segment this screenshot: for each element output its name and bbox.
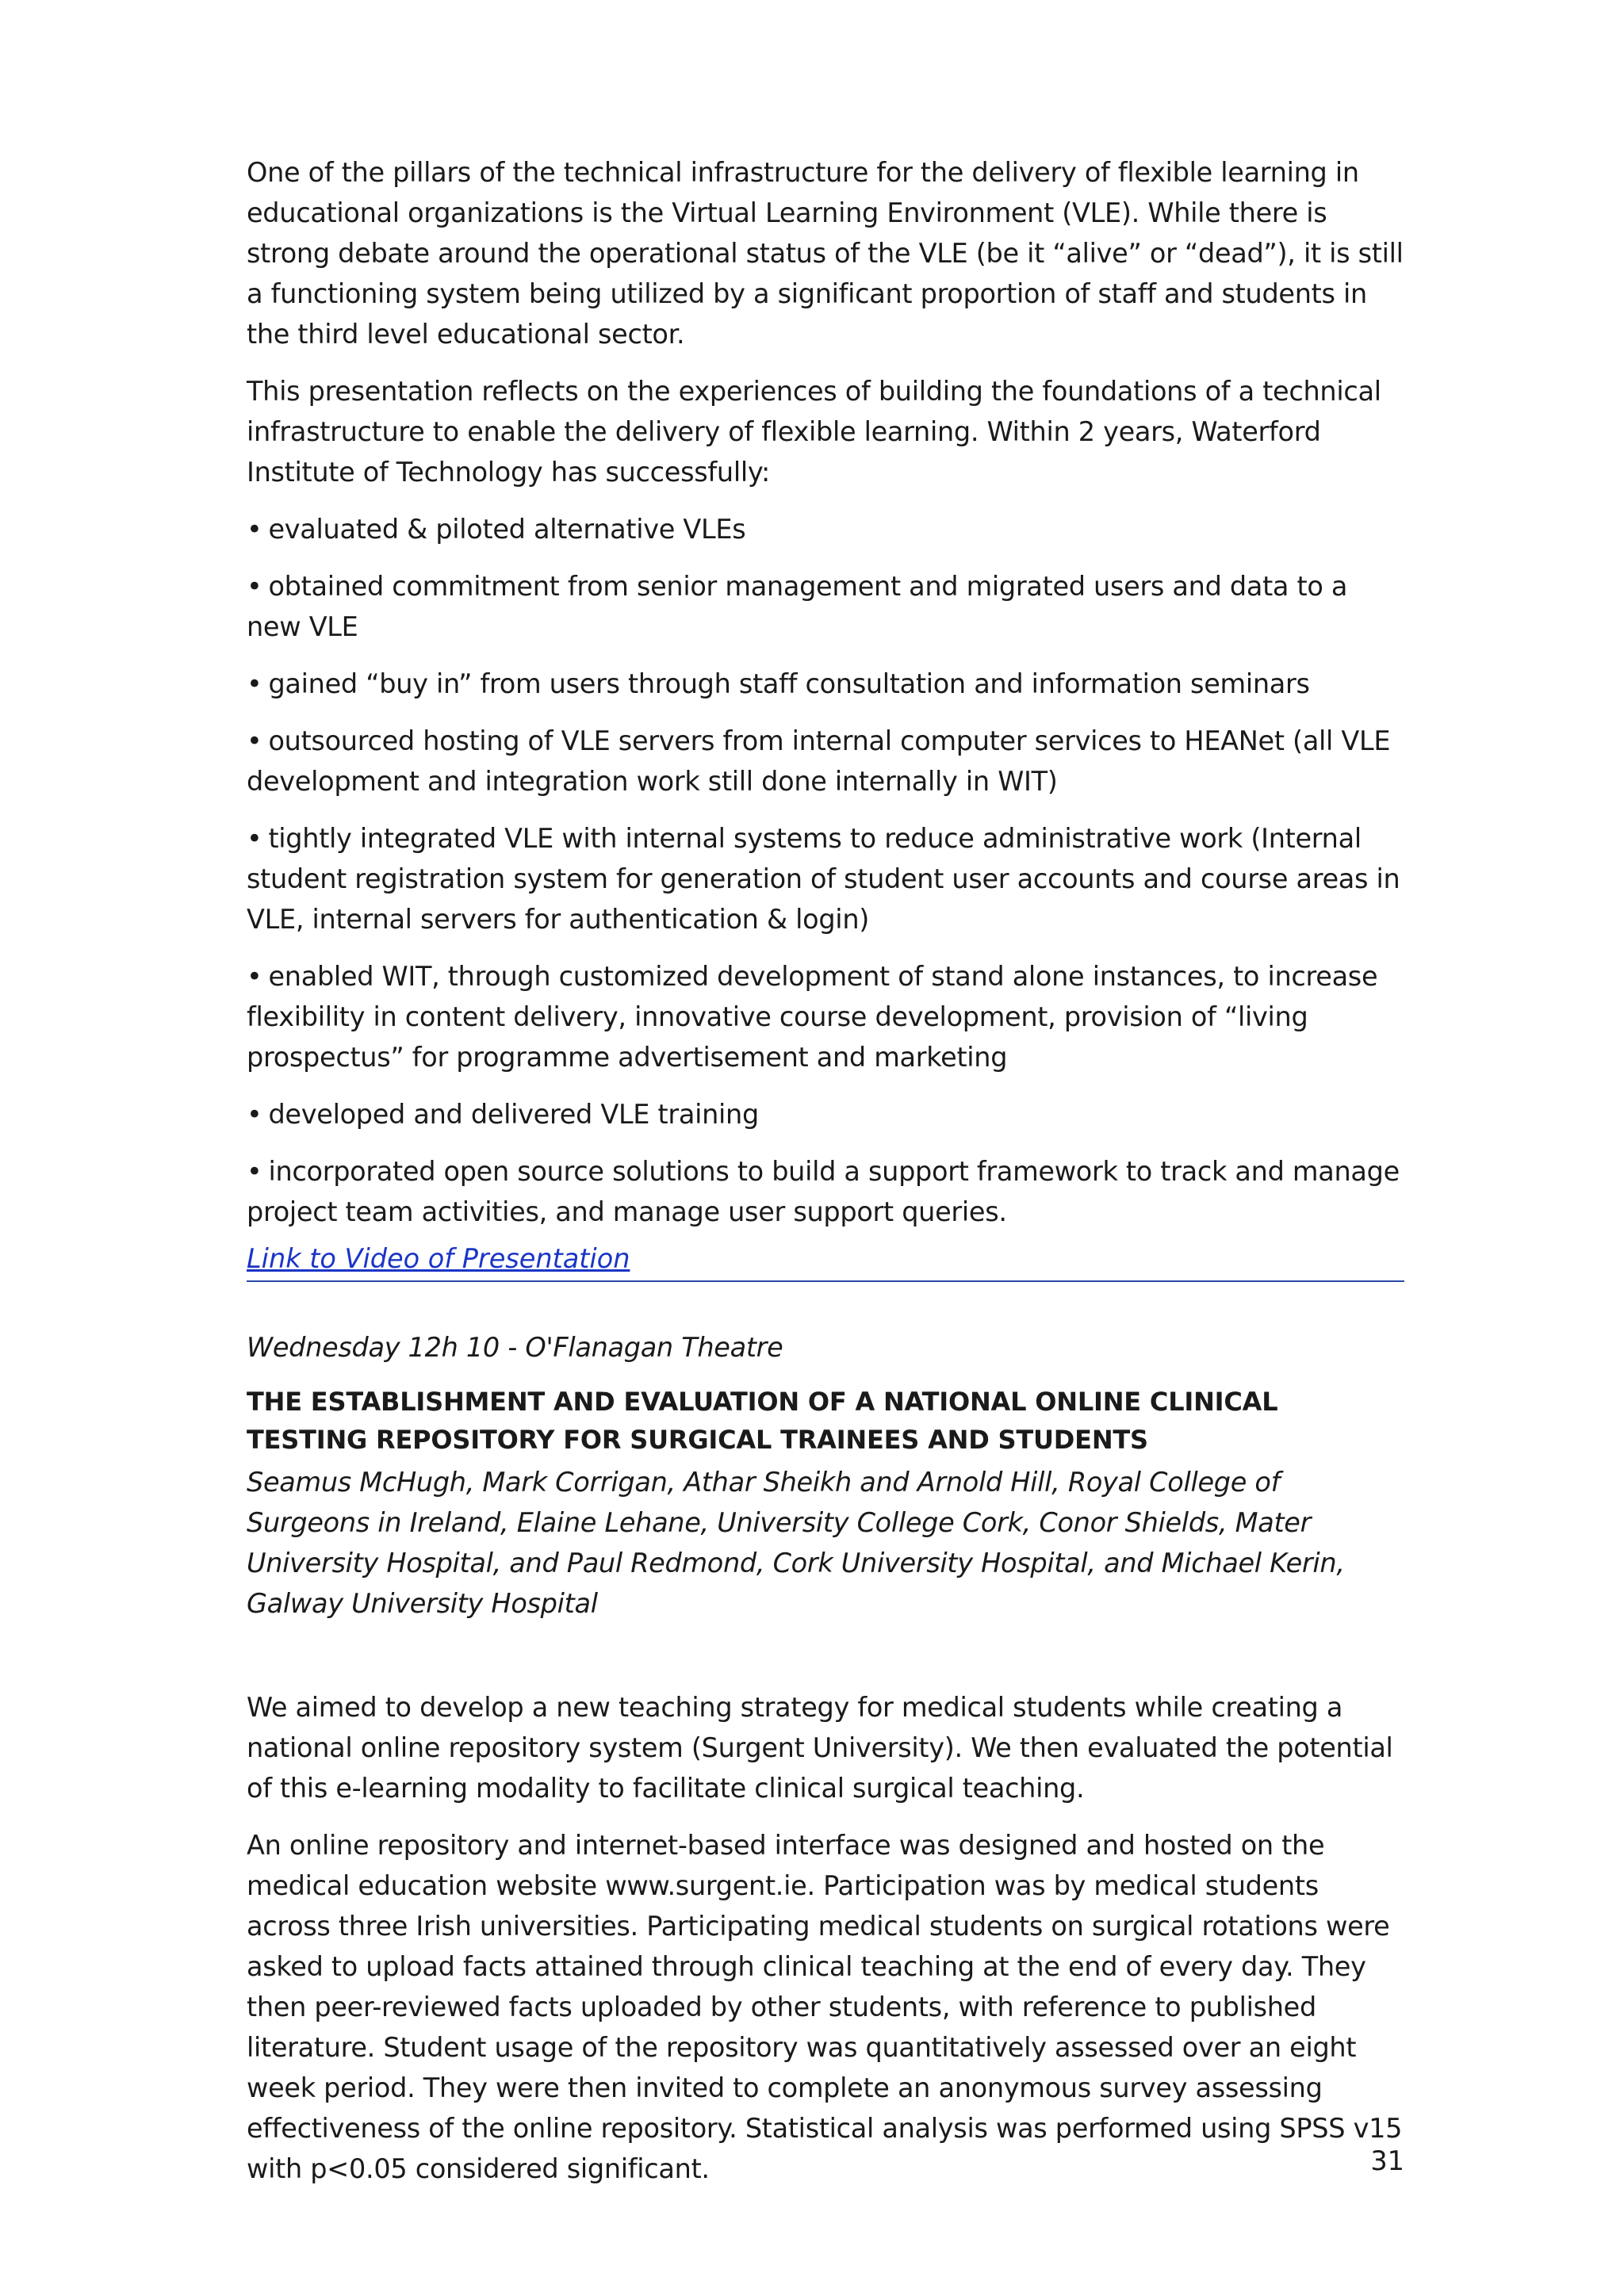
session-info: Wednesday 12h 10 - O'Flanagan Theatre: [247, 1332, 783, 1363]
document-body: [247, 152, 1404, 2206]
bullet-text: gained “buy in” from users through staff consultation and information seminars: [268, 668, 1310, 699]
bullet-item: [247, 818, 1404, 939]
bullet-text: tightly integrated VLE with internal systems to reduce administrative work (Internal student registration system for generation of student user accounts and course areas in VLE, internal servers for authentication & login): [247, 823, 1400, 935]
bullet-item: [247, 1094, 1404, 1135]
bullet-item: [247, 721, 1404, 802]
bullet-icon: •: [247, 1099, 262, 1130]
bullet-text: developed and delivered VLE training: [268, 1099, 759, 1130]
bullet-item: [247, 956, 1404, 1077]
bullet-text: outsourced hosting of VLE servers from internal computer services to HEANet (all VLE development and integration work still done internally in WIT): [247, 725, 1391, 797]
intro-paragraph-1: One of the pillars of the technical infrastructure for the delivery of flexible learning in educational organizations is the Virtual Learning Environment (VLE). While there is strong debate around the operational status of the VLE (be it “alive” or “dead”), it is still a functioning system being utilized by a significant proportion of staff and students in the third level educational sector.: [247, 157, 1404, 350]
bullet-text: enabled WIT, through customized development of stand alone instances, to increase flexibility in content delivery, innovative course development, provision of “living prospectus” for programme advertisement and marketing: [247, 961, 1378, 1073]
abstract-paragraph-1: We aimed to develop a new teaching strategy for medical students while creating a national online repository system (Surgent University). We then evaluated the potential of this e-learning modality to facilitate clinical surgical teaching.: [247, 1692, 1393, 1804]
bullet-item: [247, 509, 1404, 549]
bullet-icon: •: [247, 1156, 262, 1187]
paper-title: THE ESTABLISHMENT AND EVALUATION OF A NATIONAL ONLINE CLINICAL TESTING REPOSITORY FOR SURGICAL TRAINEES AND STUDENTS: [247, 1387, 1278, 1455]
bullet-text: evaluated & piloted alternative VLEs: [268, 514, 746, 545]
bullet-text: obtained commitment from senior management and migrated users and data to a new VLE: [247, 571, 1348, 642]
bullet-item: [247, 566, 1404, 647]
bullet-text: incorporated open source solutions to build a support framework to track and manage project team activities, and manage user support queries.: [247, 1156, 1400, 1227]
bullet-item: [247, 1151, 1404, 1232]
intro-paragraph-2: This presentation reflects on the experiences of building the foundations of a technical infrastructure to enable the delivery of flexible learning. Within 2 years, Waterford Institute of Technology has successfully:: [247, 376, 1381, 488]
bullet-icon: •: [247, 961, 262, 992]
abstract-paragraph-2: An online repository and internet-based interface was designed and hosted on the medical education website www.surgent.ie. Participation was by medical students across three Irish universities. Participating medical students on surgical rotations were asked to upload facts attained through clinical teaching at the end of every day. They then peer-reviewed facts uploaded by other students, with reference to published literature. Student usage of the repository was quantitatively assessed over an eight week period. They were then invited to complete an anonymous survey assessing effectiveness of the online repository. Statistical analysis was performed using SPSS v15 with p<0.05 considered significant.: [247, 1830, 1403, 2184]
bullet-icon: •: [247, 514, 262, 545]
bullet-item: [247, 664, 1404, 704]
bullet-icon: •: [247, 823, 262, 854]
page-number: 31: [1370, 2145, 1404, 2176]
video-link[interactable]: Link to Video of Presentation: [247, 1243, 630, 1274]
bullet-icon: •: [247, 725, 262, 756]
bullet-icon: •: [247, 668, 262, 699]
bullet-icon: •: [247, 571, 262, 602]
paper-authors: Seamus McHugh, Mark Corrigan, Athar Sheikh and Arnold Hill, Royal College of Surgeons in Ireland, Elaine Lehane, University College Cork, Conor Shields, Mater University Hospital, and Paul Redmond, Cork University Hospital, and Michael Kerin, Galway University Hospital: [247, 1467, 1345, 1619]
section-divider: [247, 1280, 1404, 1282]
